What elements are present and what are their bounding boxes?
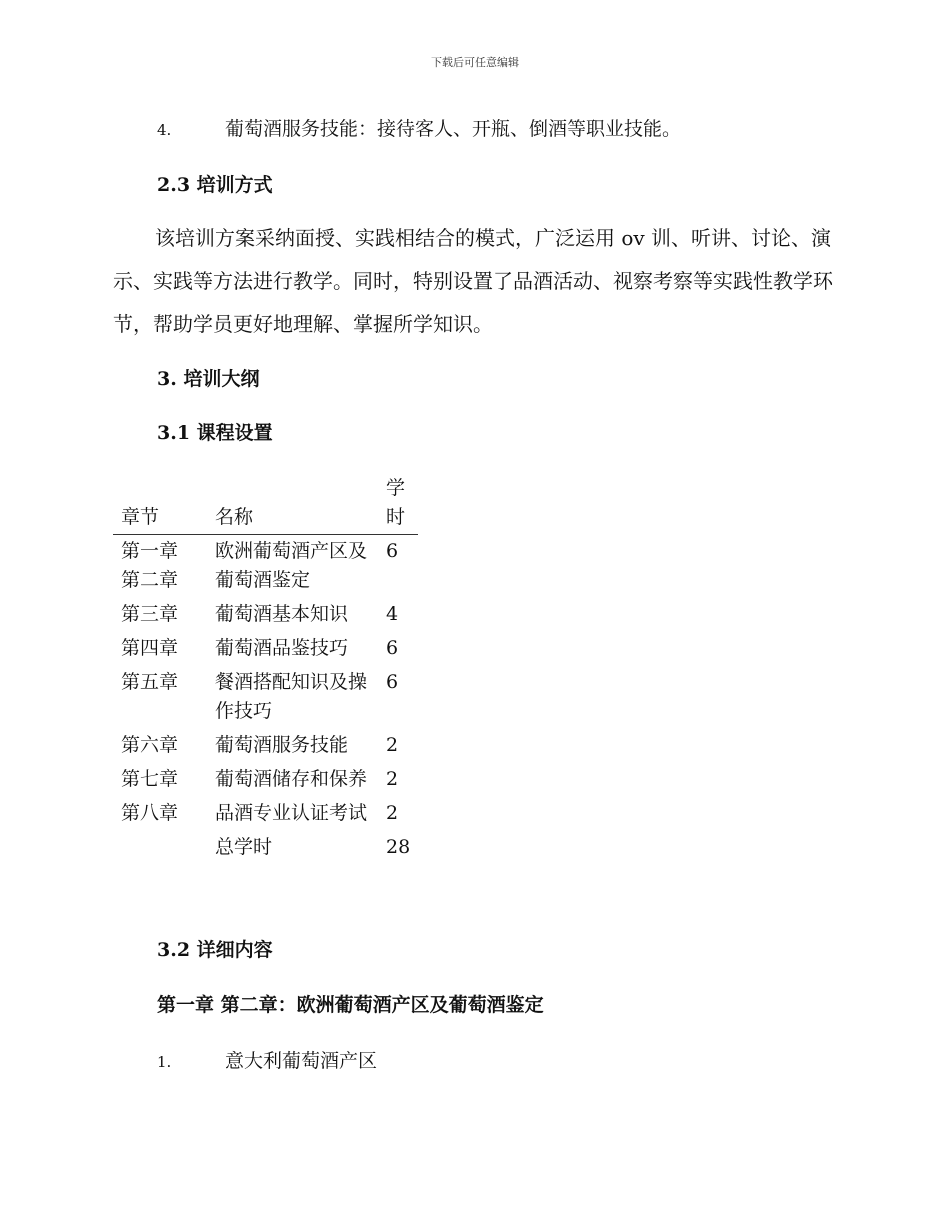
cell-chapter: 第七章	[121, 768, 179, 790]
header-chapter: 章节	[113, 474, 207, 535]
list-item-4	[157, 114, 681, 141]
section-heading-3-1: 3.1 课程设置	[157, 422, 273, 444]
cell-chapter	[113, 831, 207, 865]
cell-name: 总学时	[215, 836, 273, 858]
section-heading-3: 3. 培训大纲	[157, 368, 260, 390]
section-heading-3-2: 3.2 详细内容	[157, 939, 273, 961]
cell-hours: 2	[386, 768, 399, 790]
cell-chapter: 第八章	[121, 802, 179, 824]
cell-chapter: 第六章	[121, 734, 179, 756]
cell-name: 欧洲葡萄酒产区及葡萄酒鉴定	[215, 540, 368, 591]
paragraph-text: 该培训方案采纳面授、实践相结合的模式，广泛运用 ov 训、听讲、讨论、演示、实践等方法进行教学。同时，特别设置了品酒活动、视察考察等实践性教学环节，帮助学员更好地理解、掌握所学知识。	[113, 226, 833, 336]
table-row	[113, 797, 418, 831]
header-hours: 学 时	[378, 474, 418, 535]
table-row	[113, 763, 418, 797]
cell-hours: 2	[386, 802, 399, 824]
paragraph-training-method	[113, 217, 843, 346]
table-row	[113, 729, 418, 763]
list-text: 葡萄酒服务技能：接待客人、开瓶、倒酒等职业技能。	[225, 118, 682, 140]
cell-name: 品酒专业认证考试	[215, 802, 368, 824]
cell-hours: 2	[386, 734, 399, 756]
section-heading-2-3: 2.3 培训方式	[157, 174, 273, 196]
cell-chapter: 第四章	[121, 637, 179, 659]
table-row-total	[113, 831, 418, 865]
cell-chapter: 第一章 第二章	[121, 540, 179, 591]
cell-hours: 28	[386, 836, 411, 858]
cell-chapter: 第五章	[121, 671, 179, 693]
table-row	[113, 598, 418, 632]
cell-name: 葡萄酒储存和保养	[215, 768, 368, 790]
chapter-heading: 第一章 第二章：欧洲葡萄酒产区及葡萄酒鉴定	[157, 994, 544, 1016]
cell-name: 葡萄酒品鉴技巧	[215, 637, 349, 659]
table-header-row	[113, 474, 418, 535]
course-table	[113, 474, 418, 865]
cell-name: 餐酒搭配知识及操作技巧	[215, 671, 368, 722]
header-name: 名称	[207, 474, 378, 535]
table-row	[113, 632, 418, 666]
cell-hours: 6	[386, 637, 399, 659]
list-number: 1.	[157, 1053, 172, 1071]
cell-hours: 4	[386, 603, 399, 625]
list-item-1	[157, 1046, 377, 1073]
page-header: 下载后可任意编辑	[431, 56, 519, 69]
list-text: 意大利葡萄酒产区	[225, 1050, 378, 1072]
cell-hours: 6	[386, 540, 399, 562]
cell-name: 葡萄酒基本知识	[215, 603, 349, 625]
table-row	[113, 666, 418, 729]
list-number: 4.	[157, 121, 172, 139]
cell-name: 葡萄酒服务技能	[215, 734, 349, 756]
cell-hours: 6	[386, 671, 399, 693]
table-row	[113, 535, 418, 599]
cell-chapter: 第三章	[121, 603, 179, 625]
